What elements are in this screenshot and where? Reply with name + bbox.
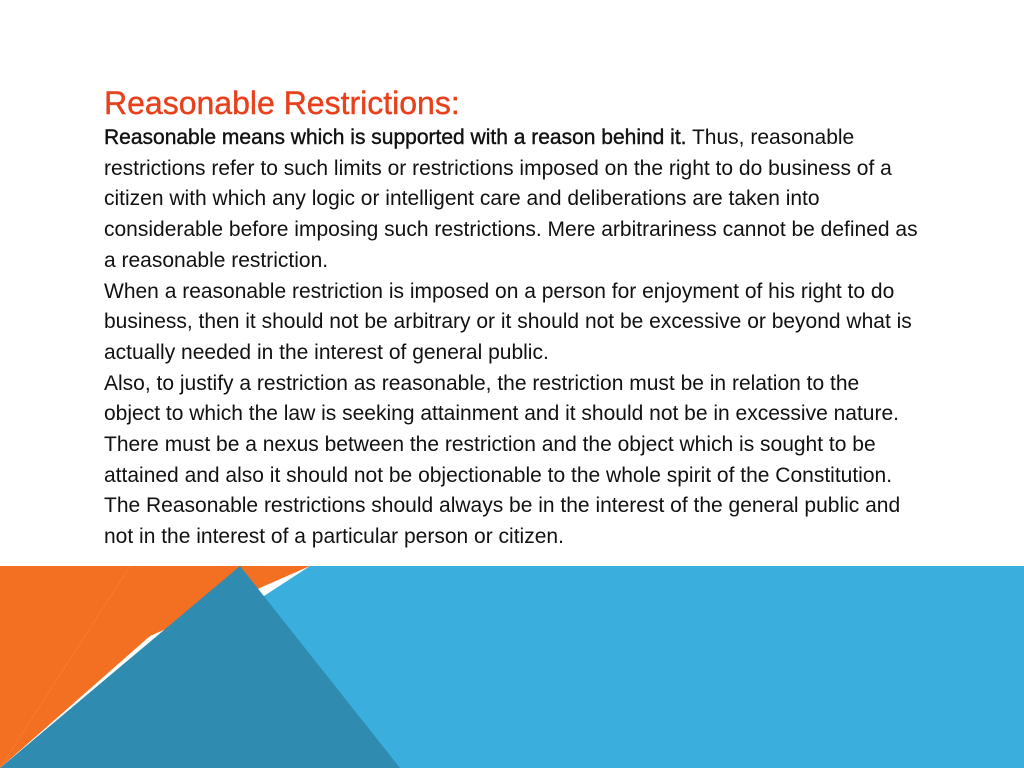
intro-paragraph <box>104 123 919 277</box>
paragraph-public-interest: The Reasonable restrictions should always be in the interest of the general public and not in the interest of a particular person or citizen. <box>104 494 901 549</box>
intro-rest-text: Thus, reasonable restrictions refer to such limits or restrictions imposed on the right to do business of a citizen with which any logic or intelligent care and deliberations are taken into considerable before imposing such restrictions. Mere arbitrariness cannot be defined as a reasonable restriction. <box>104 126 918 272</box>
slide-title: Reasonable Restrictions: <box>104 85 460 121</box>
paragraph-arbitrary: When a reasonable restriction is imposed on a person for enjoyment of his right to do business, then it should not be arbitrary or it should not be excessive or beyond what is actually needed in the interest of general public. <box>104 279 912 364</box>
paragraph-justify: Also, to justify a restriction as reasonable, the restriction must be in relation to the object to which the law is seeking attainment and it should not be in excessive nature. <box>104 371 899 426</box>
paragraph-nexus: There must be a nexus between the restriction and the object which is sought to be attained and also it should not be objectionable to the whole spirit of the Constitution. <box>104 433 893 487</box>
intro-lead-sentence: Reasonable means which is supported with a reason behind it. <box>104 126 687 149</box>
text-content <box>104 83 919 553</box>
